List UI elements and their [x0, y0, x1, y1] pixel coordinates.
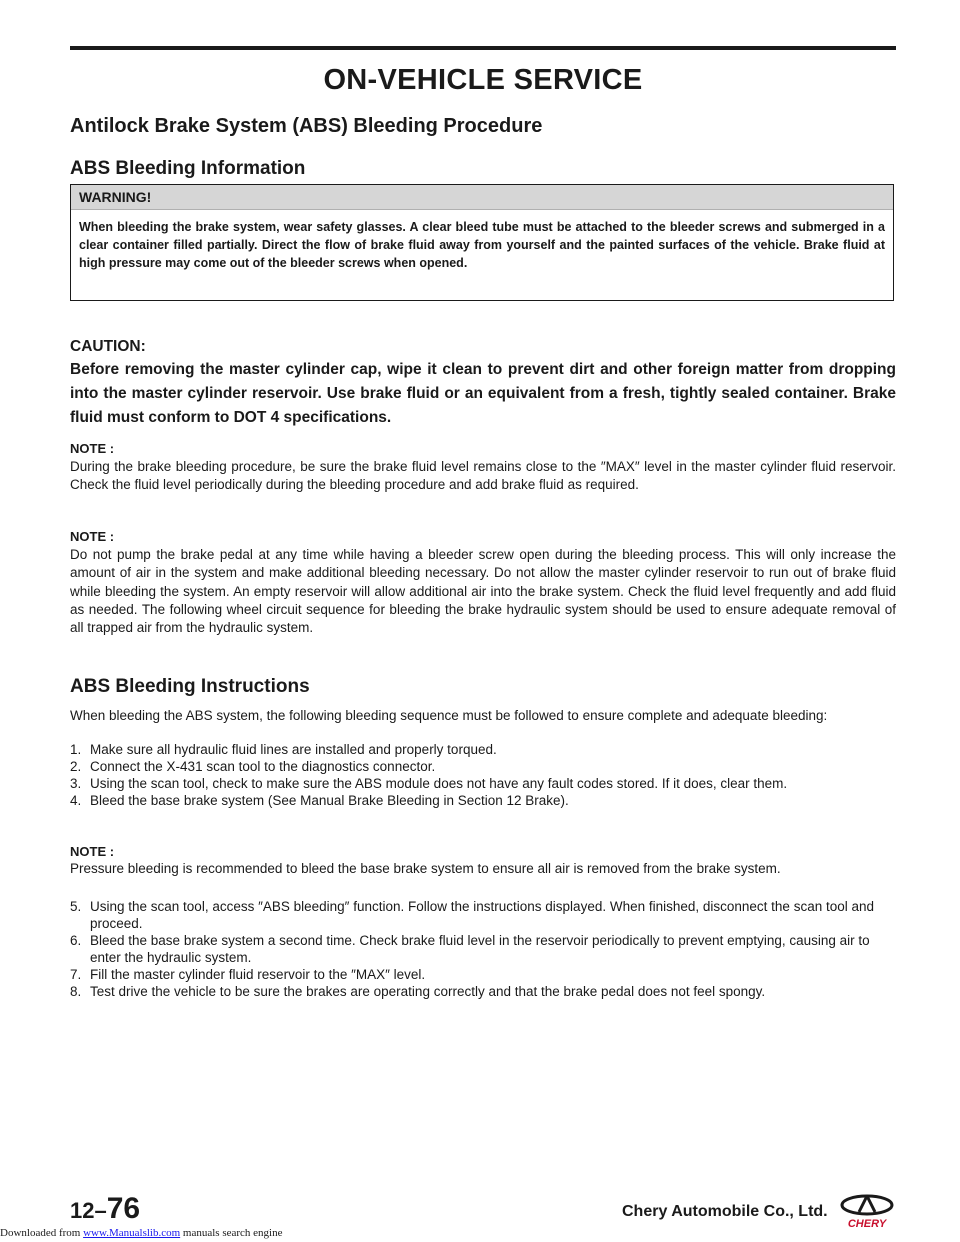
note-text-2: Do not pump the brake pedal at any time while having a bleeder screw open during the bleeding process. This will only increase the amount of air in the system and make additional bleeding necessary. Do not allow the master cylinder reservoir to run out of brake fluid while bleeding the system. An empty reservoir will allow additional air into the brake system. Check the fluid level frequently and add fluid as needed. The following wheel circuit sequence for bleeding the brake hydraulic system should be used to ensure adequate removal of all trapped air from the hydraulic system.	[70, 547, 896, 636]
warning-box	[70, 184, 894, 301]
note-text-3: Pressure bleeding is recommended to bleed the base brake system to ensure all air is removed from the brake system.	[70, 861, 781, 876]
note-label-1: NOTE :	[70, 441, 115, 456]
instructions-heading: ABS Bleeding Instructions	[70, 676, 310, 697]
manualslib-link[interactable]: www.Manualslib.com	[83, 1227, 181, 1239]
chery-logo	[836, 1194, 898, 1235]
list-item: 5. Using the scan tool, access ″ABS bleeding″ function. Follow the instructions displayed. When finished, disconnect the scan tool and proceed.	[70, 899, 875, 931]
caution-label: CAUTION:	[70, 338, 146, 355]
page-title: ON-VEHICLE SERVICE	[323, 64, 643, 96]
steps-list-a	[70, 741, 896, 809]
logo-text: CHERY	[847, 1218, 887, 1230]
page-number	[70, 1192, 140, 1226]
list-item: 8. Test drive the vehicle to be sure the brakes are operating correctly and that the brake pedal does not feel spongy.	[70, 984, 766, 999]
section-heading: Antilock Brake System (ABS) Bleeding Procedure	[70, 115, 543, 137]
caution-text: Before removing the master cylinder cap, wipe it clean to prevent dirt and other foreign matter from dropping into the master cylinder reservoir. Use brake fluid or an equivalent from a fresh, tightly sealed container. Brake fluid must conform to DOT 4 specifications.	[70, 361, 896, 426]
top-rule	[70, 46, 896, 50]
list-item: 2. Connect the X-431 scan tool to the diagnostics connector.	[70, 759, 436, 774]
chery-logo-icon	[836, 1194, 898, 1230]
note-text-1: During the brake bleeding procedure, be sure the brake fluid level remains close to the ″MAX″ level in the master cylinder fluid reservoir. Check the fluid level periodically during the bleeding procedure and add brake fluid as required.	[70, 459, 896, 493]
warning-text: When bleeding the brake system, wear safety glasses. A clear bleed tube must be attached to the bleeder screws and submerged in a clear container filled partially. Direct the flow of brake fluid away from yourself and the painted surfaces of the vehicle. Brake fluid at high pressure may come out of the bleeder screws when opened.	[79, 220, 885, 270]
note-label-3: NOTE :	[70, 844, 115, 859]
list-item: 3. Using the scan tool, check to make sure the ABS module does not have any fault codes stored. If it does, clear them.	[70, 776, 788, 791]
list-item: 7. Fill the master cylinder fluid reservoir to the ″MAX″ level.	[70, 967, 426, 982]
steps-list-b	[70, 898, 896, 1000]
list-item: 4. Bleed the base brake system (See Manual Brake Bleeding in Section 12 Brake).	[70, 793, 569, 808]
page-section: 12–	[70, 1198, 107, 1223]
list-item: 6. Bleed the base brake system a second time. Check brake fluid level in the reservoir periodically to prevent emptying, causing air to enter the hydraulic system.	[70, 933, 870, 965]
note-label-2: NOTE :	[70, 529, 115, 544]
warning-label: WARNING!	[71, 185, 893, 210]
info-heading: ABS Bleeding Information	[70, 158, 306, 179]
download-footer: Downloaded from www.Manualslib.com manuals search engine	[0, 1227, 283, 1239]
instructions-intro: When bleeding the ABS system, the following bleeding sequence must be followed to ensure complete and adequate bleeding:	[70, 708, 828, 723]
page-digits: 76	[106, 1192, 141, 1225]
company-name: Chery Automobile Co., Ltd.	[622, 1203, 828, 1220]
list-item: 1. Make sure all hydraulic fluid lines are installed and properly torqued.	[70, 742, 497, 757]
